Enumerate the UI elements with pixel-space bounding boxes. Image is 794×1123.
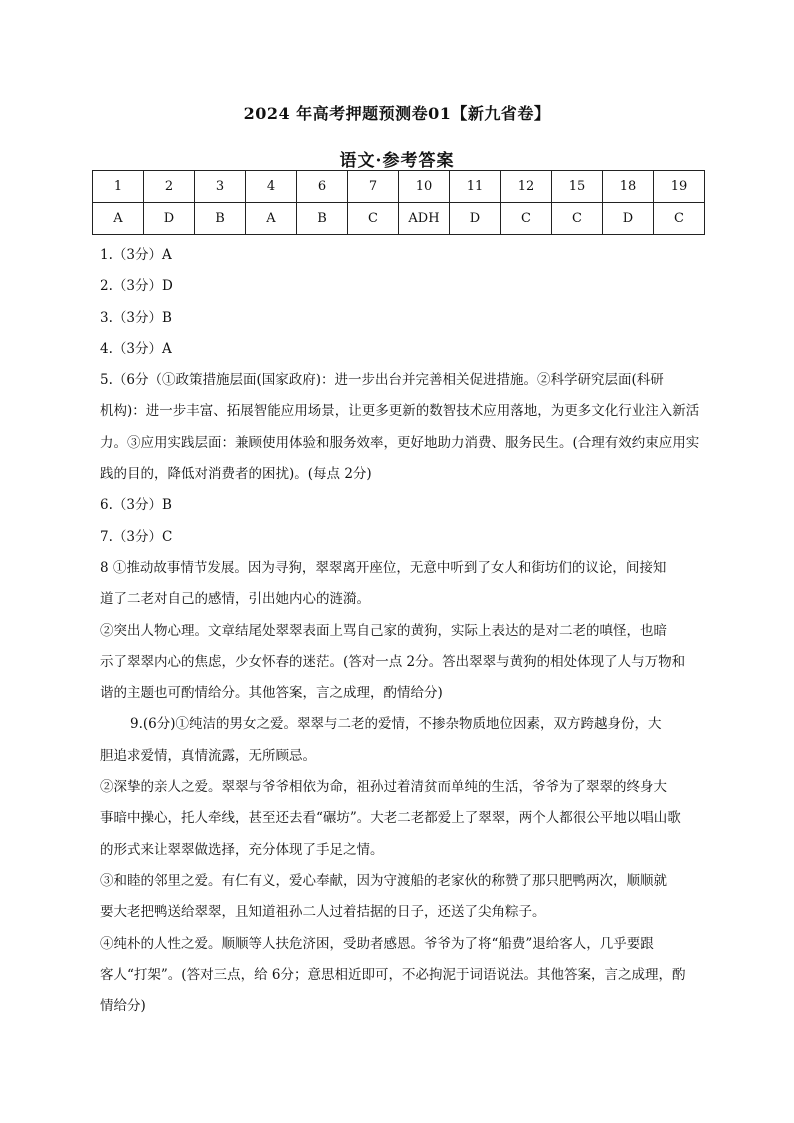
question-number: 10 xyxy=(399,171,450,203)
answer-cell: ADH xyxy=(399,203,450,235)
question-number: 12 xyxy=(501,171,552,203)
answer-line: ③和睦的邻里之爱。有仁有义，爱心奉献，因为守渡船的老家伙的称赞了那只肥鸭两次，顺顺就 xyxy=(100,872,667,889)
answer-cell: A xyxy=(246,203,297,235)
answer-line: 3.（3分）B xyxy=(100,309,172,326)
answer-line: ②深挚的亲人之爱。翠翠与爷爷相依为命，祖孙过着清贫而单纯的生活，爷爷为了翠翠的终身大 xyxy=(100,779,667,796)
answer-line: 1.（3分）A xyxy=(100,247,172,263)
answer-line: 情给分) xyxy=(100,998,146,1015)
answer-line: 2.（3分）D xyxy=(100,278,173,295)
answer-line: 8 ①推动故事情节发展。因为寻狗，翠翠离开座位，无意中听到了女人和街坊们的议论，间接知 xyxy=(100,559,667,576)
answer-cell: C xyxy=(348,203,399,235)
question-number: 19 xyxy=(654,171,705,203)
question-number: 15 xyxy=(552,171,603,203)
answer-line: ④纯朴的人性之爱。顺顺等人扶危济困，受助者感恩。爷爷为了将“船费”退给客人，几乎要跟 xyxy=(100,935,654,952)
answer-cell: D xyxy=(450,203,501,235)
question-number: 3 xyxy=(195,171,246,203)
question-number-row xyxy=(93,171,705,203)
answer-explanations xyxy=(100,240,722,1022)
answer-cell: A xyxy=(93,203,144,235)
answer-row xyxy=(93,203,705,235)
answer-cell: D xyxy=(144,203,195,235)
answer-line: 9.(6分)①纯洁的男女之爱。翠翠与二老的爱情，不掺杂物质地位因素，双方跨越身份，大 xyxy=(130,716,662,733)
answer-table xyxy=(92,170,705,235)
question-number: 2 xyxy=(144,171,195,203)
answer-line: 7.（3分）C xyxy=(100,528,173,545)
answer-line: 道了二老对自己的感情，引出她内心的涟漪。 xyxy=(100,591,370,608)
answer-line: ②突出人物心理。文章结尾处翠翠表面上骂自己家的黄狗，实际上表达的是对二老的嗔怪，也暗 xyxy=(100,622,667,639)
page-title: 2024 年高考押题预测卷01【新九省卷】 xyxy=(243,104,551,123)
question-number: 18 xyxy=(603,171,654,203)
answer-line: 4.（3分）A xyxy=(100,340,172,357)
answer-line: 践的目的，降低对消费者的困扰)。(每点 2分) xyxy=(100,466,372,483)
question-number: 7 xyxy=(348,171,399,203)
answer-cell: C xyxy=(552,203,603,235)
answer-cell: C xyxy=(654,203,705,235)
answer-line: 5.（6分（①政策措施层面(国家政府)：进一步出台并完善相关促进措施。②科学研究层面(科研 xyxy=(100,372,664,389)
question-number: 6 xyxy=(297,171,348,203)
answer-line: 要大老把鸭送给翠翠，且知道祖孙二人过着拮据的日子，还送了尖角粽子。 xyxy=(100,904,546,921)
answer-line: 事暗中操心，托人牵线，甚至还去看“碾坊”。大老二老都爱上了翠翠，两个人都很公平地以唱山歌 xyxy=(100,810,681,827)
answer-line: 6.（3分）B xyxy=(100,497,172,514)
answer-line: 示了翠翠内心的焦虑，少女怀春的迷茫。(答对一点 2分。答出翠翠与黄狗的相处体现了人与万物和 xyxy=(100,653,686,670)
answer-cell: B xyxy=(195,203,246,235)
question-number: 11 xyxy=(450,171,501,203)
answer-line: 的形式来让翠翠做选择，充分体现了手足之情。 xyxy=(100,841,384,858)
answer-line: 客人“打架”。(答对三点，给 6分；意思相近即可，不必拘泥于词语说法。其他答案，言之成理，酌 xyxy=(100,966,686,983)
question-number: 1 xyxy=(93,171,144,203)
page-subtitle: 语文·参考答案 xyxy=(339,151,455,171)
answer-line: 机构)：进一步丰富、拓展智能应用场景，让更多更新的数智技术应用落地，为更多文化行业注入新活 xyxy=(100,403,700,420)
answer-cell: B xyxy=(297,203,348,235)
answer-cell: C xyxy=(501,203,552,235)
question-number: 4 xyxy=(246,171,297,203)
answer-cell: D xyxy=(603,203,654,235)
answer-line: 力。③应用实践层面：兼顾使用体验和服务效率，更好地助力消费、服务民生。(合理有效约束应用实 xyxy=(100,434,700,451)
answer-line: 谐的主题也可酌情给分。其他答案，言之成理，酌情给分) xyxy=(100,685,443,702)
answer-line: 胆追求爱情，真情流露，无所顾忌。 xyxy=(100,747,316,764)
